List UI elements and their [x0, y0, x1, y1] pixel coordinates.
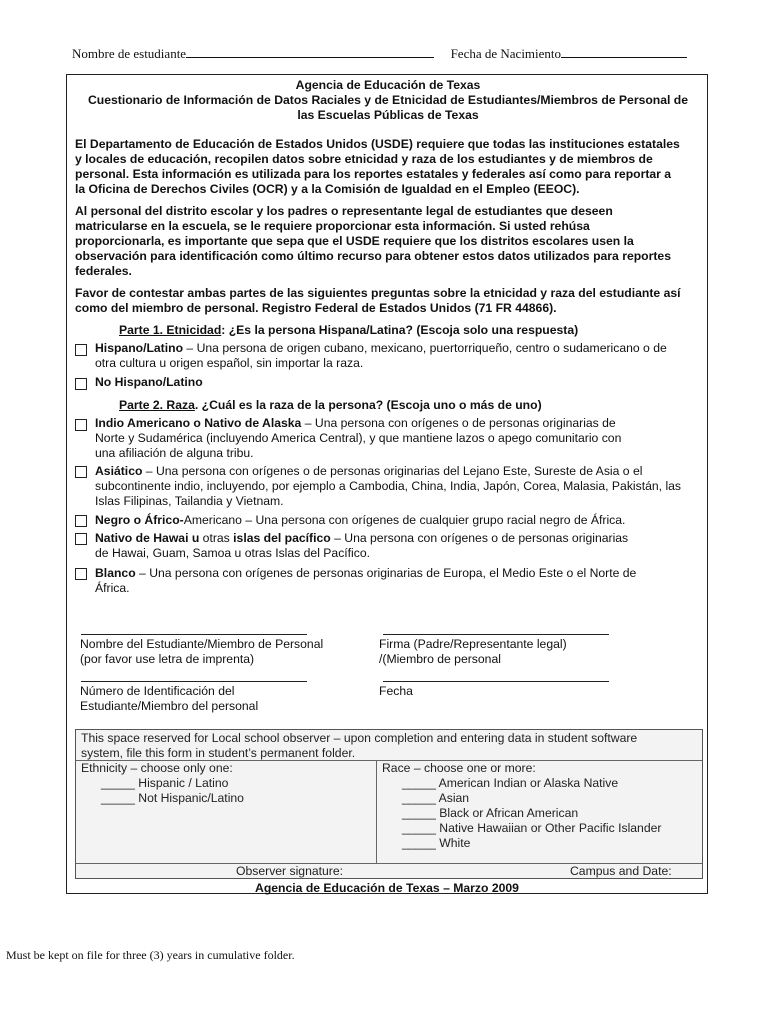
campus-date-label[interactable]: Campus and Date:: [570, 864, 672, 878]
form-frame: [66, 74, 708, 894]
caption-line: (por favor use letra de imprenta): [80, 652, 255, 666]
ethnicity-title: Ethnicity – choose only one:: [81, 761, 233, 775]
option-desc: – Una persona con orígenes de personas originarias de Europa, el Medio Este o el Norte de: [135, 566, 637, 580]
para-line: federales.: [75, 264, 132, 278]
form-footer: Agencia de Educación de Texas – Marzo 2009: [255, 881, 519, 895]
caption-line: /(Miembro de personal: [379, 652, 501, 666]
para-line: El Departamento de Educación de Estados Unidos (USDE) requiere que todas las instituciones estatales: [75, 137, 680, 151]
option-term: Nativo de Hawai u: [95, 531, 200, 545]
student-name-field[interactable]: [186, 46, 434, 58]
id-number-caption: [80, 684, 258, 714]
signature-caption: [379, 637, 567, 667]
birth-date-field[interactable]: [561, 46, 687, 58]
signature-line[interactable]: [383, 634, 609, 635]
ethnicity-section: [81, 761, 244, 806]
checkbox-no-hispano[interactable]: [75, 378, 87, 390]
race-option[interactable]: _____ American Indian or Alaska Native: [402, 776, 619, 790]
part2-heading: [119, 398, 699, 413]
para-line: Al personal del distrito escolar y los padres o representante legal de estudiantes que deseen: [75, 204, 613, 218]
observer-box: [75, 729, 703, 879]
option-term: Indio Americano o Nativo de Alaska: [95, 416, 302, 430]
birth-date-label: Fecha de Nacimiento: [450, 46, 562, 61]
option-desc: – Una persona con orígenes o de personas originarias: [330, 531, 629, 545]
race-option[interactable]: _____ White: [402, 836, 471, 850]
option-no-hispano: [95, 375, 705, 390]
para-line: matricularse en la escuela, se le requiere proporcionar esta información. Si usted rehúsa: [75, 219, 590, 233]
title-line: Agencia de Educación de Texas: [295, 78, 481, 92]
caption-line: Nombre del Estudiante/Miembro de Personal: [80, 637, 324, 651]
race-section: [382, 761, 661, 851]
option-term: Hispano/Latino: [95, 341, 184, 355]
student-name-label: Nombre de estudiante: [72, 46, 187, 61]
option-term: Asiático: [95, 464, 143, 478]
option-desc: – Una persona con orígenes o de personas originarias del Lejano Este, Sureste de Asia o el: [142, 464, 643, 478]
option-asiatico: [95, 464, 705, 509]
observer-signature-label[interactable]: Observer signature:: [236, 864, 344, 878]
option-term: islas del pacífico: [233, 531, 331, 545]
para-line: Favor de contestar ambas partes de las siguientes preguntas sobre la etnicidad y raza del estudiante así: [75, 286, 681, 300]
ethnicity-option[interactable]: _____ Hispanic / Latino: [101, 776, 229, 790]
para-line: la Oficina de Derechos Civiles (OCR) y a la Comisión de Igualdad en el Empleo (EEOC).: [75, 182, 580, 196]
part1-question: : ¿Es la persona Hispana/Latina? (Escoja solo una respuesta): [221, 323, 579, 337]
para-line: observación para identificación como último recurso para obtener estos datos utilizados para reportes: [75, 249, 671, 263]
student-name-caption: [80, 637, 323, 667]
option-nativo-hawai: [95, 531, 705, 561]
part2-label: Parte 2. Raza: [119, 398, 195, 412]
option-desc-cont: África.: [95, 581, 130, 595]
part1-label: Parte 1. Etnicidad: [119, 323, 222, 337]
para-line: proporcionarla, es importante que sepa que el USDE requiere que los distritos escolares usen la: [75, 234, 634, 248]
para-line: como del miembro de personal. Registro Federal de Estados Unidos (71 FR 44866).: [75, 301, 557, 315]
retention-note: Must be kept on file for three (3) years in cumulative folder.: [6, 948, 295, 962]
intro-paragraph-2: [75, 204, 701, 279]
para-line: personal. Esta información es utilizada para los reportes estatales y federales así como para reportar a: [75, 167, 672, 181]
form-title: [75, 78, 701, 123]
option-desc-cont: Norte y Sudamérica (incluyendo America Central), y que mantiene lazos o apego comunitario con: [95, 431, 622, 445]
observer-note: [81, 731, 696, 761]
option-indio-americano: [95, 416, 705, 461]
intro-paragraph-3: [75, 286, 701, 316]
race-title: Race – choose one or more:: [382, 761, 536, 775]
race-option[interactable]: _____ Black or African American: [402, 806, 579, 820]
option-desc: – Una persona con orígenes o de personas originarias de: [301, 416, 616, 430]
checkbox-blanco[interactable]: [75, 568, 87, 580]
option-term: No Hispano/Latino: [95, 375, 203, 389]
intro-paragraph-1: [75, 137, 701, 197]
option-mid: otras: [199, 531, 234, 545]
option-desc: – Una persona de origen cubano, mexicano, puertorriqueño, centro o sudamericano o de: [183, 341, 667, 355]
para-line: y locales de educación, recopilen datos sobre etnicidad y raza de los estudiantes y de miembros de: [75, 152, 653, 166]
checkbox-nativo-hawai[interactable]: [75, 533, 87, 545]
option-term: Blanco: [95, 566, 136, 580]
title-line: Cuestionario de Información de Datos Raciales y de Etnicidad de Estudiantes/Miembros de Personal de: [87, 93, 689, 107]
ethnicity-option[interactable]: _____ Not Hispanic/Latino: [101, 791, 244, 805]
date-line[interactable]: [383, 681, 609, 682]
note-line: system, file this form in student’s permanent folder.: [81, 746, 356, 760]
caption-line: Estudiante/Miembro del personal: [80, 699, 259, 713]
option-desc-cont: subcontinente indio, incluyendo, por ejemplo a Cambodia, China, India, Japón, Corea, Malasia, Pakistán, las: [95, 479, 682, 493]
observer-col-divider: [376, 760, 377, 863]
option-desc-cont: otra cultura u origen español, sin importar la raza.: [95, 356, 364, 370]
student-header-line: [72, 46, 687, 62]
option-hispano: [95, 341, 705, 371]
option-desc-cont: una afiliación de alguna tribu.: [95, 446, 254, 460]
checkbox-hispano[interactable]: [75, 344, 87, 356]
race-option[interactable]: _____ Asian: [402, 791, 470, 805]
caption-line: Firma (Padre/Representante legal): [379, 637, 567, 651]
race-option[interactable]: _____ Native Hawaiian or Other Pacific Islander: [402, 821, 662, 835]
checkbox-negro[interactable]: [75, 515, 87, 527]
option-negro: [95, 513, 705, 528]
student-name-signature-line[interactable]: [81, 634, 307, 635]
date-caption: Fecha: [379, 684, 413, 698]
note-line: This space reserved for Local school observer – upon completion and entering data in student software: [81, 731, 638, 745]
id-number-line[interactable]: [81, 681, 307, 682]
option-desc-cont: Islas Filipinas, Tailandia y Vietnam.: [95, 494, 284, 508]
caption-line: Número de Identificación del: [80, 684, 235, 698]
checkbox-indio-americano[interactable]: [75, 419, 87, 431]
option-term: Negro o Áfrico-: [95, 513, 184, 527]
part2-question: . ¿Cuál es la raza de la persona? (Escoja uno o más de uno): [194, 398, 542, 412]
option-blanco: [95, 566, 705, 596]
part1-heading: [119, 323, 699, 338]
option-desc: Americano – Una persona con orígenes de cualquier grupo racial negro de África.: [183, 513, 626, 527]
checkbox-asiatico[interactable]: [75, 466, 87, 478]
option-desc-cont: de Hawai, Guam, Samoa u otras Islas del Pacífico.: [95, 546, 371, 560]
title-line: las Escuelas Públicas de Texas: [297, 108, 479, 122]
